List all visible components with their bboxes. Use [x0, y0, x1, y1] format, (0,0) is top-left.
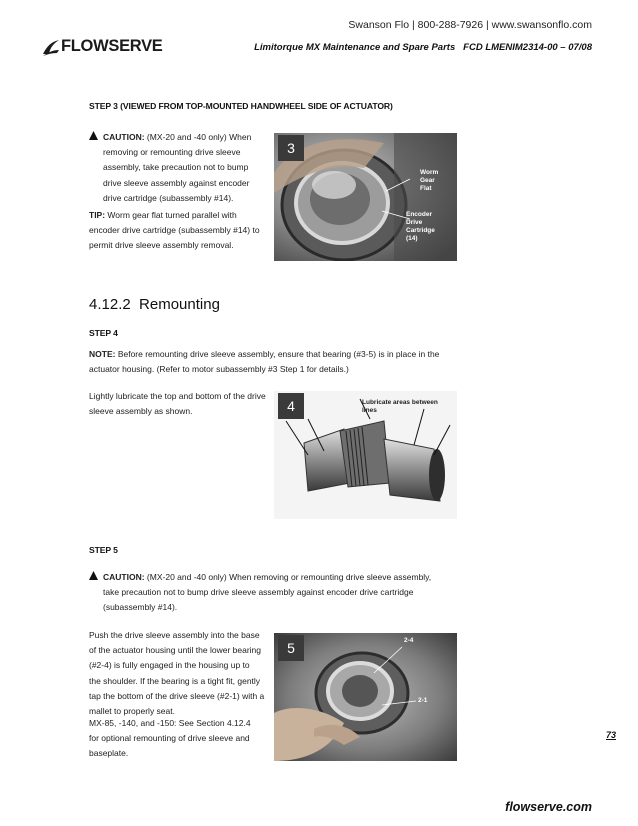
- flowserve-logo-mark-icon: [41, 36, 61, 60]
- caution-line: drive cartridge (subassembly #14).: [103, 192, 234, 203]
- note-line: actuator housing. (Refer to motor subassembly #3 Step 1 for details.): [89, 364, 349, 375]
- step5-caution-text: [103, 570, 431, 616]
- step3-badge: 3: [278, 135, 304, 161]
- callout-line: Drive: [406, 219, 423, 226]
- step4-body: [89, 389, 279, 419]
- document-title: Limitorque MX Maintenance and Spare Parts FCD LMENIM2314-00 – 07/08: [254, 42, 592, 53]
- ref-line: baseplate.: [89, 748, 129, 759]
- caution-label: CAUTION:: [103, 132, 145, 142]
- callout-encoder-drive-cartridge: [406, 211, 435, 243]
- step5-photo: [274, 633, 457, 761]
- caution-line: (subassembly #14).: [103, 602, 178, 613]
- step5-body: [89, 628, 279, 719]
- callout-line: Gear: [420, 177, 435, 184]
- step5-heading: STEP 5: [89, 545, 118, 555]
- tip-line: encoder drive cartridge (subassembly #14) to: [89, 225, 260, 236]
- callout-2-4: 2-4: [404, 637, 414, 644]
- step5-badge: 5: [278, 635, 304, 661]
- callout-line: Worm: [420, 169, 439, 176]
- callout-line: Encoder: [406, 211, 433, 218]
- callout-line: Flat: [420, 185, 432, 192]
- callout-line: lines: [362, 407, 377, 414]
- step3-photo: [274, 133, 457, 261]
- callout-line: Cartridge: [406, 227, 435, 234]
- step4-badge: 4: [278, 393, 304, 419]
- tip-line: Worm gear flat turned parallel with: [105, 210, 237, 220]
- note-label: NOTE:: [89, 349, 116, 359]
- caution-line: (MX-20 and -40 only) When: [144, 132, 252, 142]
- flowserve-logo: [41, 36, 161, 60]
- tip-line: permit drive sleeve assembly removal.: [89, 240, 234, 251]
- header-contact: Swanson Flo | 800-288-7926 | www.swansonflo.com: [348, 19, 592, 31]
- body-line: (#2-4) is fully engaged in the housing up to: [89, 660, 250, 671]
- step5-caution: [89, 570, 549, 618]
- body-line: the shoulder. If the bearing is a tight fit, gently: [89, 675, 261, 686]
- step4-photo: [274, 391, 457, 519]
- caution-label: CAUTION:: [103, 572, 145, 582]
- step4-note: [89, 347, 529, 377]
- caution-line: removing or remounting drive sleeve: [103, 147, 241, 158]
- footer-link[interactable]: flowserve.com: [505, 800, 592, 814]
- ref-line: MX-85, -140, and -150: See Section 4.12.4: [89, 718, 251, 728]
- body-line: mallet to properly seat.: [89, 706, 175, 717]
- body-line: tap the bottom of the drive sleeve (#2-1) with a: [89, 690, 265, 701]
- step5-reference: [89, 716, 279, 762]
- step3-caution-text: [103, 130, 251, 206]
- step3-heading: STEP 3 (VIEWED FROM TOP-MOUNTED HANDWHEEL SIDE OF ACTUATOR): [89, 101, 393, 111]
- body-line: of the actuator housing until the lower bearing: [89, 645, 262, 656]
- caution-line: drive sleeve assembly against encoder: [103, 177, 250, 188]
- callout-worm-gear-flat: [420, 169, 438, 193]
- step3-tip: [89, 208, 279, 254]
- callout-lubricate: [362, 399, 438, 415]
- tip-label: TIP:: [89, 210, 106, 220]
- caution-line: assembly, take precaution not to bump: [103, 162, 249, 173]
- warning-triangle-icon: [89, 131, 98, 140]
- body-line: sleeve assembly as shown.: [89, 406, 193, 417]
- callout-line: (14): [406, 235, 418, 242]
- body-line: Lightly lubricate the top and bottom of the drive: [89, 391, 266, 401]
- note-line: Before remounting drive sleeve assembly, ensure that bearing (#3-5) is in place in the: [115, 349, 440, 359]
- caution-line: (MX-20 and -40 only) When removing or remounting drive sleeve assembly,: [144, 572, 432, 582]
- callout-line: Lubricate areas between: [362, 399, 438, 406]
- section-title: 4.12.2 Remounting: [89, 296, 220, 313]
- callout-2-1: 2-1: [418, 697, 428, 704]
- ref-line: for optional remounting of drive sleeve and: [89, 733, 250, 744]
- step3-caution: [89, 130, 289, 210]
- warning-triangle-icon: [89, 571, 98, 580]
- caution-line: take precaution not to bump drive sleeve assembly against encoder drive cartridge: [103, 587, 414, 598]
- body-line: Push the drive sleeve assembly into the base: [89, 630, 260, 640]
- page-number: 73: [606, 730, 617, 740]
- logo-text: FLOWSERVE: [61, 37, 163, 55]
- step4-heading: STEP 4: [89, 328, 118, 338]
